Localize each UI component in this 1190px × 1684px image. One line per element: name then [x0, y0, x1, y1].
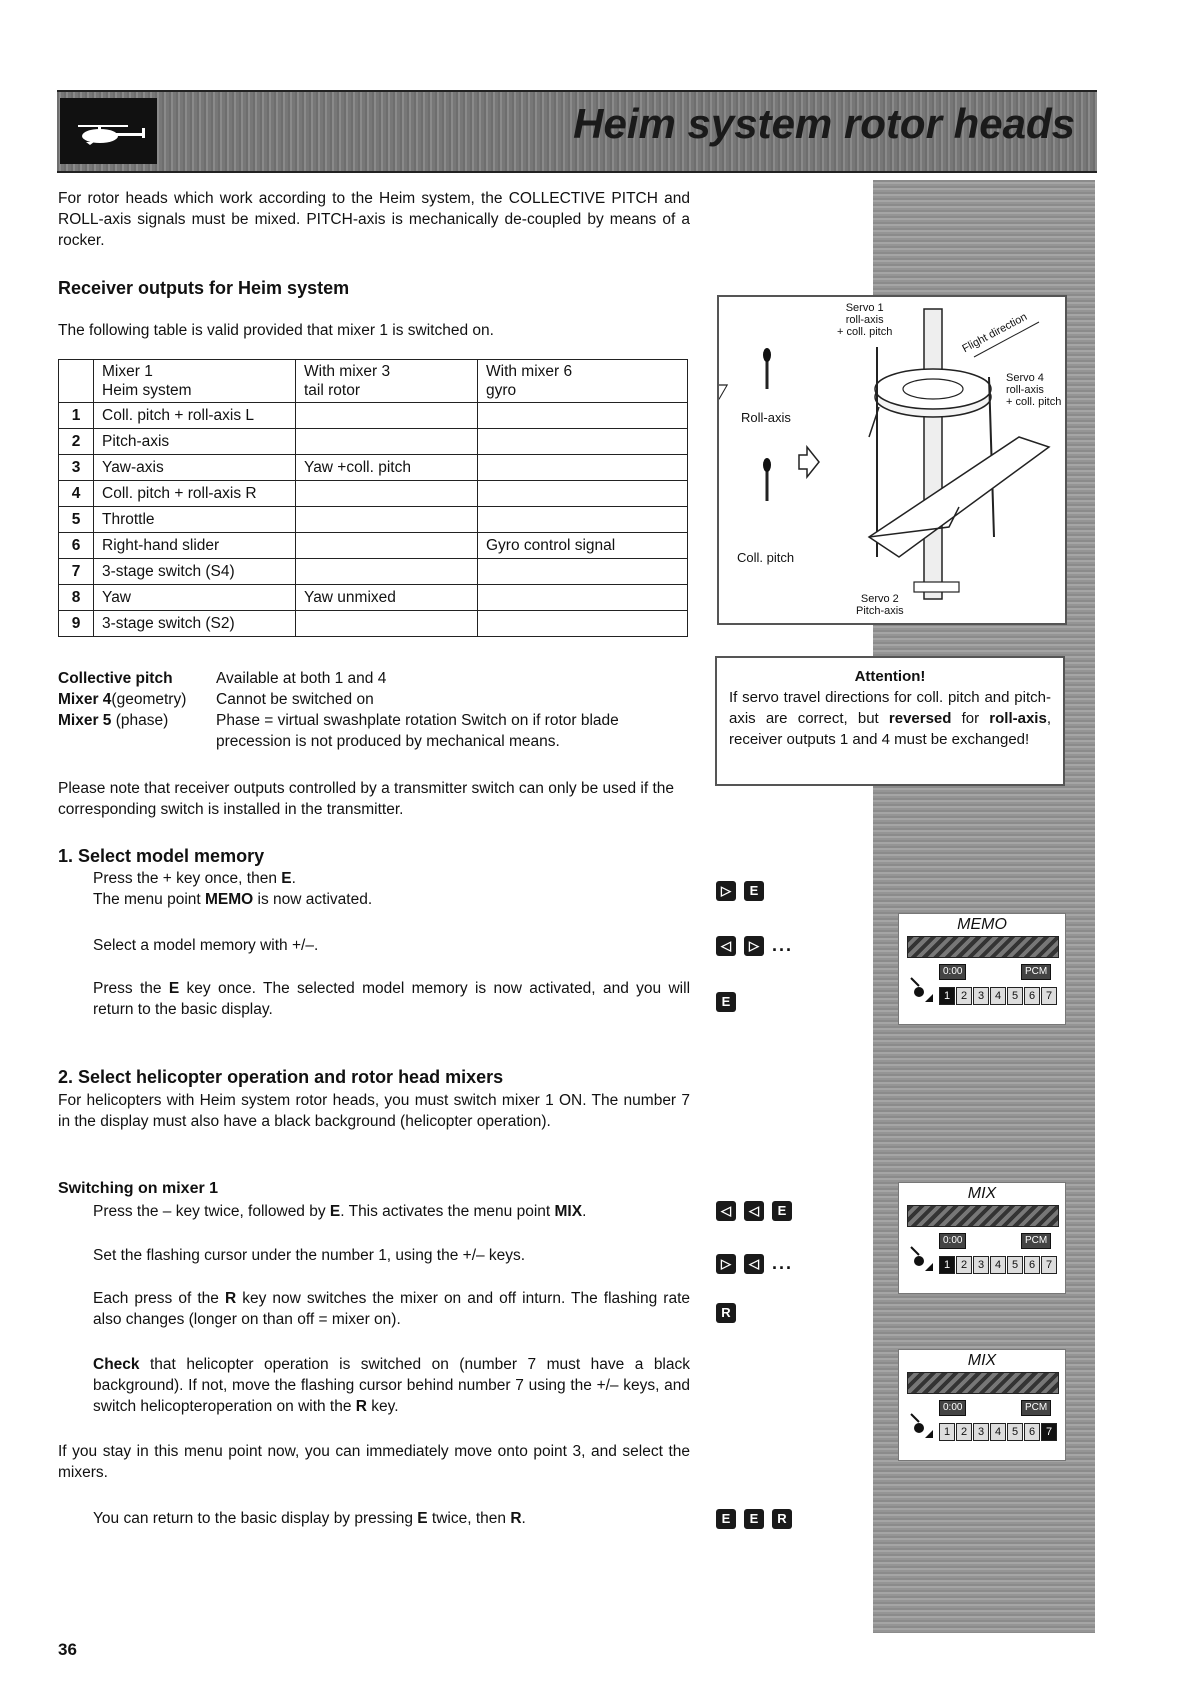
step-text: Press the – key twice, followed by: [93, 1203, 330, 1220]
label-flight-direction: Flight direction: [960, 310, 1030, 356]
section1-body: [93, 868, 693, 910]
definition-term-suffix: (phase): [111, 712, 169, 729]
lcd-name-bar: [907, 936, 1059, 958]
table-row: [59, 403, 688, 429]
output-number-cell: 9: [59, 611, 94, 637]
e-key-icon: E: [716, 1509, 736, 1529]
antenna-icon: [907, 974, 935, 1004]
output-number-cell: 6: [59, 533, 94, 559]
section2-note: If you stay in this menu point now, you can immediately move onto point 3, and select the mixers.: [58, 1443, 690, 1481]
table-cell: [296, 481, 478, 507]
definition-term-suffix: (geometry): [111, 691, 187, 708]
lcd-digit: 2: [956, 1256, 972, 1274]
lcd-digit: 1: [939, 1423, 955, 1441]
page-title: Heim system rotor heads: [573, 100, 1075, 147]
definition-term: Mixer 4: [58, 691, 112, 708]
key-sequence-2: [716, 935, 793, 956]
table-cell: [296, 429, 478, 455]
lcd-digit: 7: [1041, 1256, 1057, 1274]
definition-item: [58, 710, 688, 752]
lcd-mix-display-2: [898, 1349, 1066, 1461]
section1-step3: [93, 978, 690, 1020]
definition-desc: Phase = virtual swashplate rotation Switch on if rotor blade precession is not produced by mechanical means.: [216, 712, 619, 750]
table-cell: [296, 403, 478, 429]
left-key-icon: ◁: [716, 1201, 736, 1221]
section2-subheading: Switching on mixer 1: [58, 1180, 219, 1197]
key-sequence-5: [716, 1253, 793, 1274]
definition-item: [58, 668, 688, 689]
step-key: R: [510, 1510, 522, 1527]
table-header: [59, 360, 94, 403]
key-sequence-3: [716, 992, 744, 1012]
lcd-digit: 2: [956, 987, 972, 1005]
attention-text: for: [951, 710, 990, 727]
continuation-dots: ...: [772, 1253, 794, 1273]
section2-step1: [93, 1201, 693, 1222]
lcd-digit: 5: [1007, 1256, 1023, 1274]
step-text: .: [291, 870, 296, 887]
lcd-digits: [939, 986, 1058, 1005]
table-cell: [296, 533, 478, 559]
table-cell: Yaw-axis: [94, 455, 296, 481]
step-key: MEMO: [205, 891, 254, 908]
section2-step6: [93, 1508, 693, 1529]
table-row: [59, 429, 688, 455]
lcd-mode: PCM: [1021, 1233, 1051, 1249]
rotor-head-diagram: [717, 295, 1067, 625]
table-cell: Yaw: [94, 585, 296, 611]
table-cell: Yaw unmixed: [296, 585, 478, 611]
step-text: Press the + key once, then: [93, 870, 282, 887]
definition-desc: Cannot be switched on: [216, 691, 374, 708]
table-cell: Right-hand slider: [94, 533, 296, 559]
lcd-title: MIX: [967, 1185, 997, 1202]
key-sequence-7: [716, 1509, 800, 1529]
section2-step3: [93, 1288, 690, 1330]
definition-term: Mixer 5: [58, 712, 112, 729]
step-text: .: [582, 1203, 587, 1220]
step-key: E: [417, 1510, 428, 1527]
label-servo4: Servo 4 roll-axis + coll. pitch: [1006, 372, 1062, 408]
table-cell: [296, 559, 478, 585]
table-row: [59, 507, 688, 533]
definition-list: [58, 668, 688, 752]
lcd-digit: 6: [1024, 1256, 1040, 1274]
table-cell: [478, 481, 688, 507]
table-cell: [296, 611, 478, 637]
attention-text: If servo travel directions for coll. pitch and pitch-axis are correct, but: [729, 689, 1051, 727]
left-key-icon: ◁: [716, 936, 736, 956]
r-key-icon: R: [772, 1509, 792, 1529]
lcd-digit: 4: [990, 987, 1006, 1005]
attention-bold: roll-axis: [989, 710, 1047, 727]
label-servo2: Servo 2 Pitch-axis: [856, 593, 904, 617]
table-cell: [478, 507, 688, 533]
lcd-digit: 3: [973, 987, 989, 1005]
lcd-mode: PCM: [1021, 964, 1051, 980]
table-cell: 3-stage switch (S4): [94, 559, 296, 585]
lcd-digit: 4: [990, 1256, 1006, 1274]
lcd-name-bar: [907, 1372, 1059, 1394]
lcd-mode: PCM: [1021, 1400, 1051, 1416]
antenna-icon: [907, 1410, 935, 1440]
step-text: that helicopter operation is switched on (number 7 must have a black background). If not, move the flashing cursor behind number 7 using the +/– keys, and switch helicopteroperation on with the: [93, 1356, 690, 1415]
e-key-icon: E: [744, 881, 764, 901]
receiver-output-table: [58, 359, 688, 637]
step-text: Each press of the: [93, 1290, 225, 1307]
output-number-cell: 5: [59, 507, 94, 533]
definition-item: [58, 689, 688, 710]
table-cell: Coll. pitch + roll-axis R: [94, 481, 296, 507]
lcd-timer: 0:00: [939, 964, 966, 980]
step-text: key once. The selected model memory is now activated, and you will return to the basic display.: [93, 980, 691, 1018]
table-cell: [478, 455, 688, 481]
r-key-icon: R: [716, 1303, 736, 1323]
left-key-icon: ◁: [744, 1254, 764, 1274]
table-header: Mixer 1 Heim system: [94, 360, 296, 403]
table-cell: Throttle: [94, 507, 296, 533]
output-number-cell: 8: [59, 585, 94, 611]
e-key-icon: E: [716, 992, 736, 1012]
output-number-cell: 1: [59, 403, 94, 429]
step-text: Set the flashing cursor under the number 1, using the +/– keys.: [93, 1247, 526, 1264]
table-cell: [296, 507, 478, 533]
right-key-icon: ▷: [716, 881, 736, 901]
switch-note: Please note that receiver outputs controlled by a transmitter switch can only be used if the corresponding switch is installed in the transmitter.: [58, 780, 675, 818]
right-key-icon: ▷: [744, 936, 764, 956]
e-key-icon: E: [744, 1509, 764, 1529]
step-key: R: [355, 1398, 367, 1415]
table-header-row: [59, 360, 688, 403]
lcd-title: MEMO: [957, 916, 1007, 933]
lcd-digit: 3: [973, 1423, 989, 1441]
lcd-digit: 7: [1041, 987, 1057, 1005]
step-key: E: [329, 1203, 341, 1220]
output-number-cell: 2: [59, 429, 94, 455]
right-key-icon: ▷: [716, 1254, 736, 1274]
definition-desc: Available at both 1 and 4: [216, 670, 387, 687]
lcd-mix-display-1: [898, 1182, 1066, 1294]
table-row: [59, 559, 688, 585]
label-servo1: Servo 1 roll-axis + coll. pitch: [837, 302, 893, 338]
table-header: With mixer 3 tail rotor: [296, 360, 478, 403]
section2-intro: For helicopters with Heim system rotor heads, you must switch mixer 1 ON. The number 7 in the display must also have a black background (helicopter operation).: [58, 1092, 690, 1130]
step-text: key.: [367, 1398, 399, 1415]
step-key: R: [224, 1290, 237, 1307]
key-sequence-6: [716, 1303, 744, 1323]
step-text: The menu point: [93, 891, 206, 908]
step-text: . This activates the menu point: [340, 1203, 555, 1220]
left-key-icon: ◁: [744, 1201, 764, 1221]
table-cell: 3-stage switch (S2): [94, 611, 296, 637]
lcd-digits: [939, 1422, 1058, 1441]
key-sequence-4: [716, 1201, 800, 1221]
table-cell: [478, 611, 688, 637]
lcd-digit: 6: [1024, 1423, 1040, 1441]
step-text: Press the: [93, 980, 169, 997]
section1-heading: 1. Select model memory: [58, 846, 265, 866]
table-cell: [478, 429, 688, 455]
lcd-digit: 1: [939, 1256, 955, 1274]
lcd-timer: 0:00: [939, 1233, 966, 1249]
step-text: You can return to the basic display by pressing: [93, 1510, 418, 1527]
label-coll-pitch: Coll. pitch: [737, 550, 795, 565]
table-cell: [478, 585, 688, 611]
step-text: key now switches the mixer on and off inturn. The flashing rate also changes (longer on than off = mixer on).: [93, 1290, 690, 1328]
attention-box: [715, 656, 1065, 786]
table-row: [59, 455, 688, 481]
antenna-icon: [907, 1243, 935, 1273]
section2-heading: 2. Select helicopter operation and rotor head mixers: [58, 1067, 504, 1087]
table-note: The following table is valid provided that mixer 1 is switched on.: [58, 322, 494, 339]
receiver-heading: Receiver outputs for Heim system: [58, 278, 350, 298]
output-number-cell: 3: [59, 455, 94, 481]
step-key: Check: [93, 1356, 140, 1373]
step-key: E: [168, 980, 180, 997]
table-row: [59, 585, 688, 611]
table-cell: Coll. pitch + roll-axis L: [94, 403, 296, 429]
attention-text: , receiver outputs 1 and 4 must be exchanged!: [729, 710, 1051, 748]
lcd-digit: 4: [990, 1423, 1006, 1441]
lcd-digit: 7: [1041, 1423, 1057, 1441]
table-cell: Yaw +coll. pitch: [296, 455, 478, 481]
lcd-digit: 3: [973, 1256, 989, 1274]
step-text: is now activated.: [253, 891, 373, 908]
label-roll-axis: Roll-axis: [741, 410, 791, 425]
table-row: [59, 533, 688, 559]
lcd-digit: 5: [1007, 1423, 1023, 1441]
table-row: [59, 481, 688, 507]
attention-title: Attention!: [854, 668, 926, 685]
lcd-digit: 5: [1007, 987, 1023, 1005]
lcd-name-bar: [907, 1205, 1059, 1227]
step-text: Select a model memory with +/–.: [93, 937, 319, 954]
section2-step4: [93, 1354, 690, 1417]
attention-bold: reversed: [888, 710, 952, 727]
intro-paragraph: For rotor heads which work according to the Heim system, the COLLECTIVE PITCH and ROLL-axis signals must be mixed. PITCH-axis is mechanically de-coupled by means of a rocker.: [58, 190, 690, 249]
continuation-dots: ...: [772, 935, 794, 955]
table-row: [59, 611, 688, 637]
lcd-digit: 6: [1024, 987, 1040, 1005]
rotor-head-drawing: [719, 297, 1065, 623]
lcd-memo-display: [898, 913, 1066, 1025]
step-text: .: [521, 1510, 526, 1527]
table-cell: Gyro control signal: [478, 533, 688, 559]
step-key: MIX: [554, 1203, 583, 1220]
table-cell: [478, 559, 688, 585]
table-cell: [478, 403, 688, 429]
header-banner: [57, 90, 1097, 173]
step-key: E: [281, 870, 292, 887]
helicopter-icon: [60, 98, 157, 164]
output-number-cell: 4: [59, 481, 94, 507]
output-number-cell: 7: [59, 559, 94, 585]
table-header: With mixer 6 gyro: [478, 360, 688, 403]
e-key-icon: E: [772, 1201, 792, 1221]
lcd-timer: 0:00: [939, 1400, 966, 1416]
lcd-title: MIX: [967, 1352, 997, 1369]
page-number: 36: [58, 1640, 77, 1659]
definition-term: Collective pitch: [58, 670, 173, 687]
lcd-digit: 1: [939, 987, 955, 1005]
lcd-digit: 2: [956, 1423, 972, 1441]
step-text: twice, then: [427, 1510, 511, 1527]
lcd-digits: [939, 1255, 1058, 1274]
table-cell: Pitch-axis: [94, 429, 296, 455]
key-sequence-1: [716, 881, 772, 901]
